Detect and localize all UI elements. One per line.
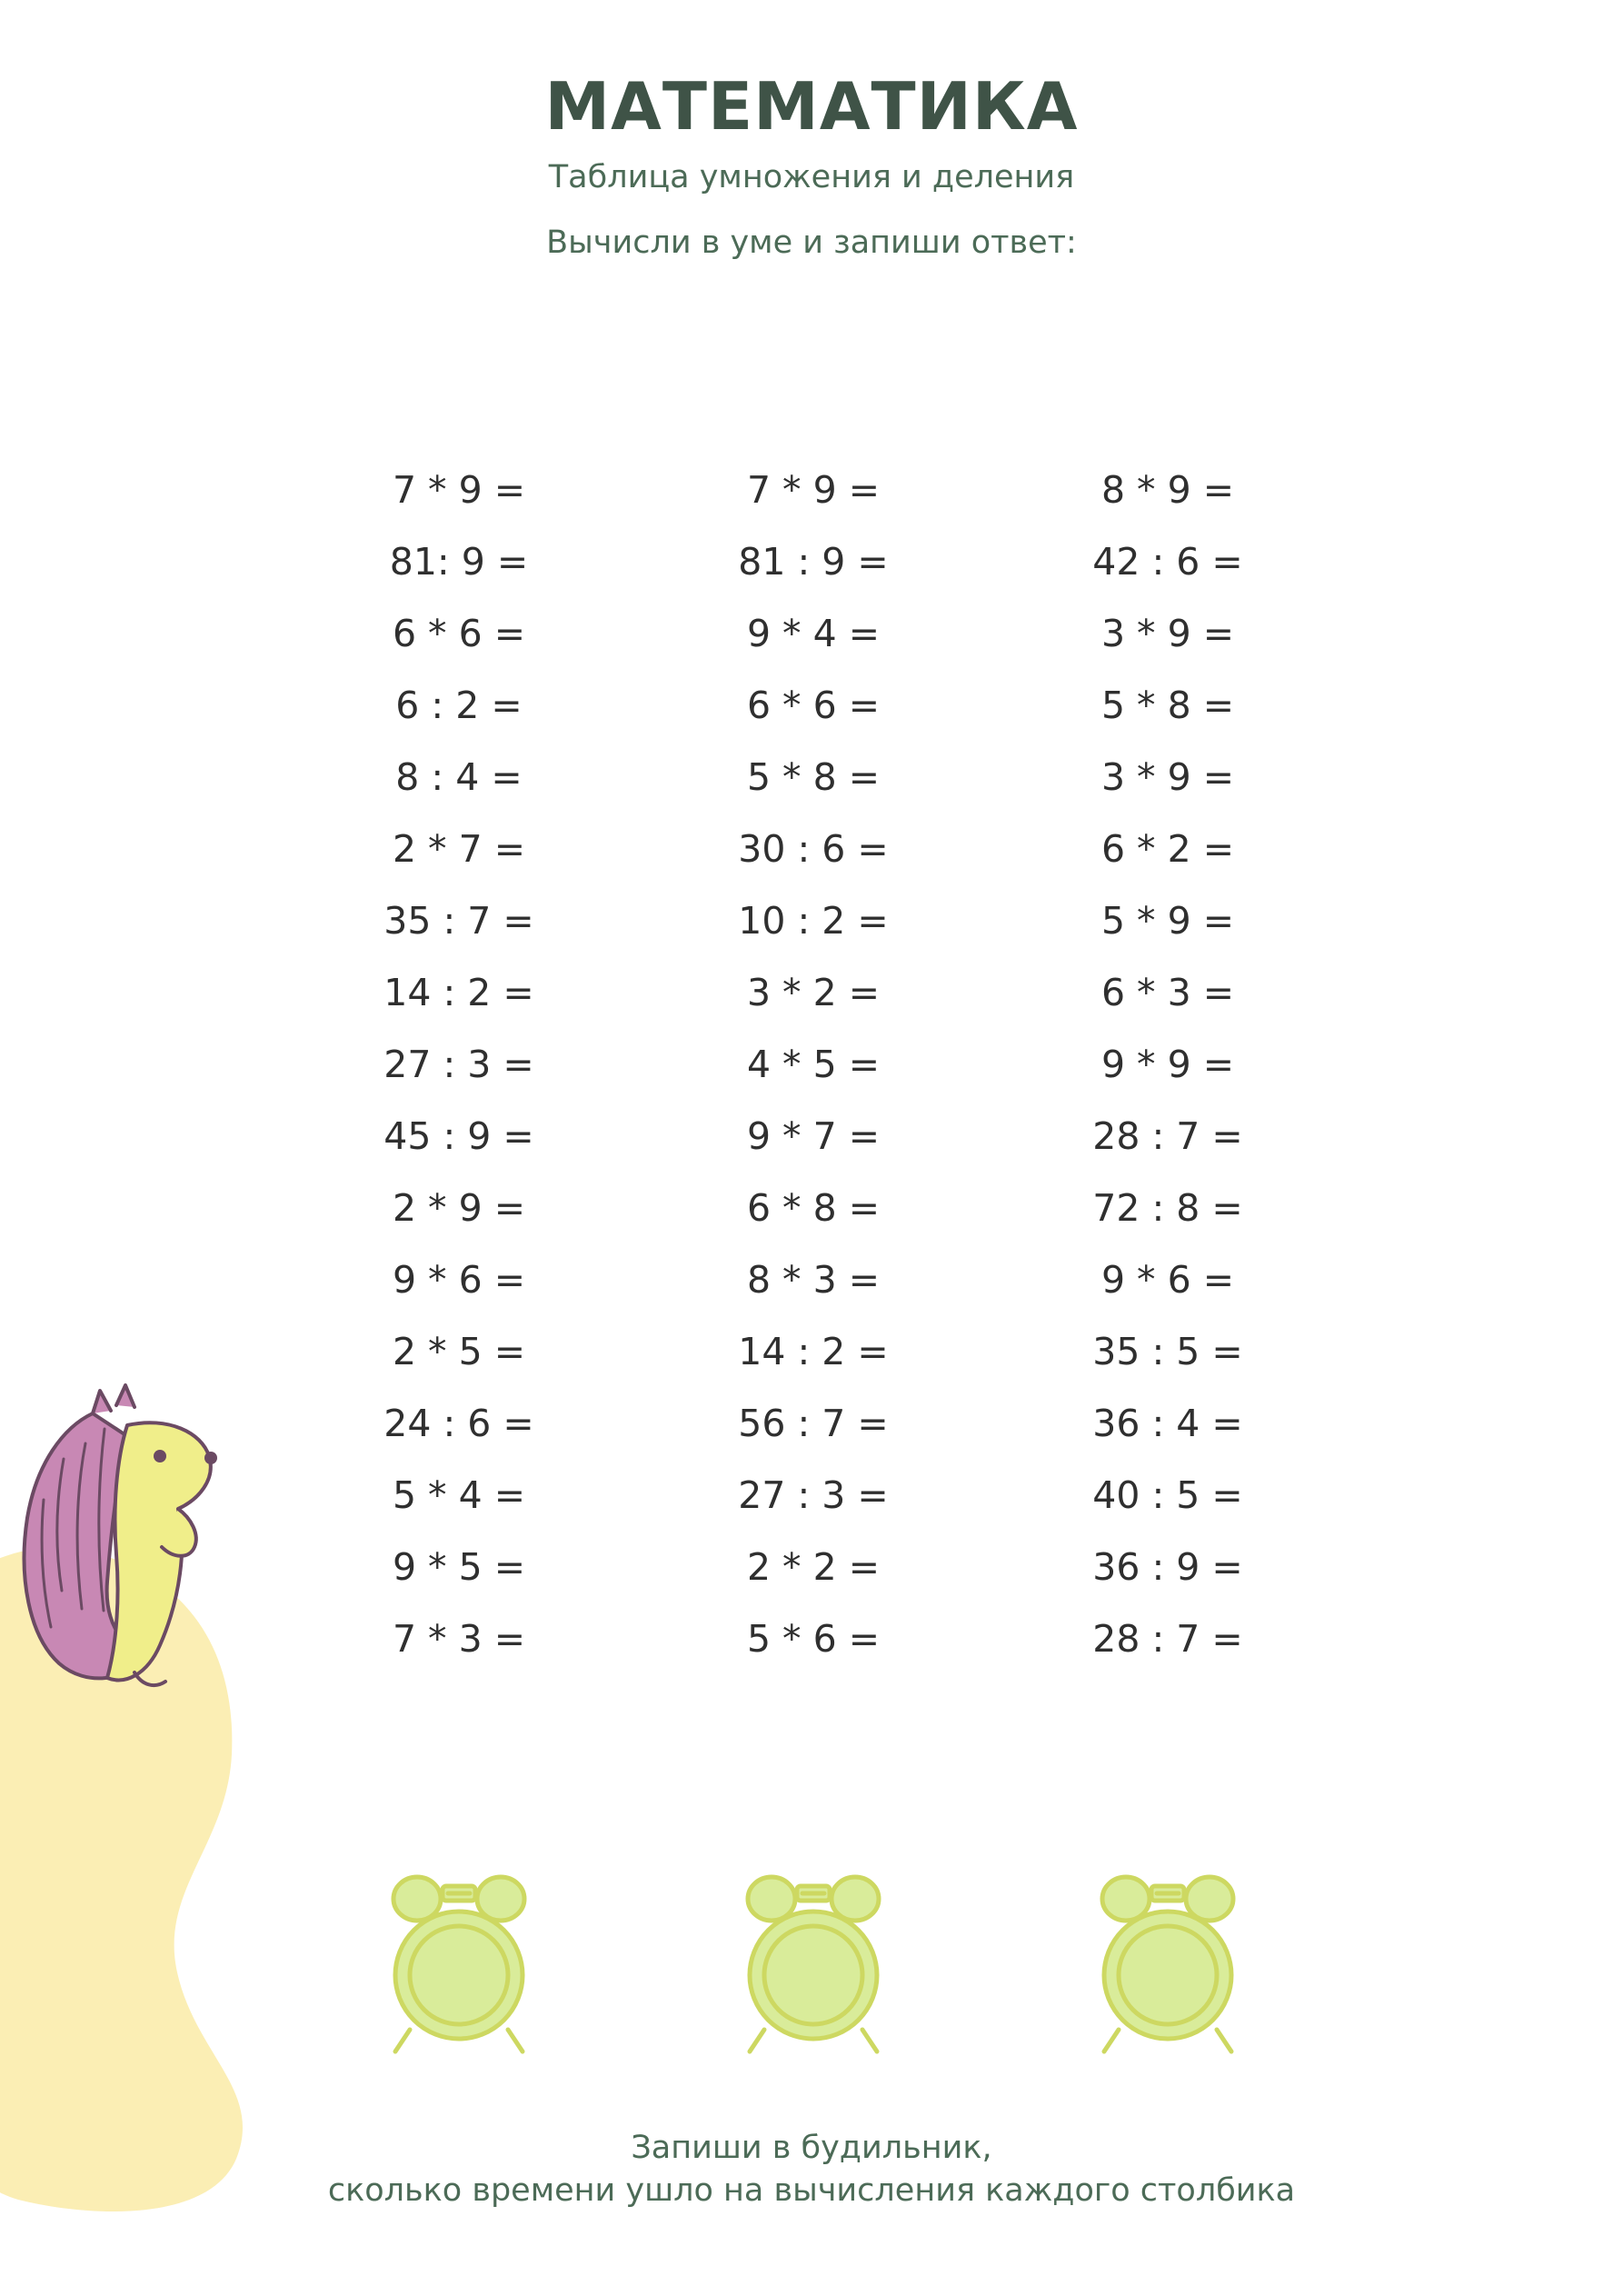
problem-item: 3 * 9 = bbox=[1100, 755, 1235, 799]
problem-item: 3 * 2 = bbox=[746, 971, 881, 1014]
problem-item: 28 : 7 = bbox=[1092, 1617, 1243, 1661]
problem-item: 5 * 4 = bbox=[392, 1473, 526, 1517]
problem-column-3 bbox=[1009, 454, 1327, 1675]
problem-item: 9 * 6 = bbox=[392, 1258, 526, 1302]
worksheet-footer bbox=[0, 2127, 1623, 2213]
problem-item: 2 * 7 = bbox=[392, 827, 526, 871]
problem-item: 35 : 5 = bbox=[1092, 1330, 1243, 1373]
problem-item: 6 : 2 = bbox=[395, 684, 523, 727]
problem-item: 2 * 2 = bbox=[746, 1545, 881, 1589]
problem-item: 45 : 9 = bbox=[383, 1114, 534, 1158]
problem-item: 6 * 6 = bbox=[392, 612, 526, 655]
footer-line-2: сколько времени ушло на вычисления каждого столбика bbox=[327, 2172, 1296, 2210]
problem-columns bbox=[300, 454, 1327, 1675]
problem-item: 2 * 9 = bbox=[392, 1186, 526, 1230]
problem-item: 81: 9 = bbox=[389, 540, 529, 584]
problem-item: 9 * 9 = bbox=[1100, 1043, 1235, 1086]
problem-item: 28 : 7 = bbox=[1092, 1114, 1243, 1158]
problem-item: 8 * 9 = bbox=[1100, 468, 1235, 512]
problem-item: 27 : 3 = bbox=[738, 1473, 889, 1517]
problem-item: 24 : 6 = bbox=[383, 1402, 534, 1445]
alarm-clock-2 bbox=[654, 1868, 972, 2059]
problem-item: 2 * 5 = bbox=[392, 1330, 526, 1373]
problem-item: 40 : 5 = bbox=[1092, 1473, 1243, 1517]
problem-item: 5 * 6 = bbox=[746, 1617, 881, 1661]
problem-item: 8 * 3 = bbox=[746, 1258, 881, 1302]
problem-item: 6 * 2 = bbox=[1100, 827, 1235, 871]
problem-item: 9 * 7 = bbox=[746, 1114, 881, 1158]
problem-item: 27 : 3 = bbox=[383, 1043, 534, 1086]
problem-item: 6 * 3 = bbox=[1100, 971, 1235, 1014]
problem-column-2 bbox=[654, 454, 972, 1675]
problem-item: 8 : 4 = bbox=[395, 755, 523, 799]
problem-item: 5 * 8 = bbox=[1100, 684, 1235, 727]
page-subtitle: Таблица умножения и деления bbox=[548, 158, 1075, 195]
problem-item: 4 * 5 = bbox=[746, 1043, 881, 1086]
problem-item: 14 : 2 = bbox=[738, 1330, 889, 1373]
problem-item: 3 * 9 = bbox=[1100, 612, 1235, 655]
problem-item: 6 * 6 = bbox=[746, 684, 881, 727]
problem-item: 9 * 4 = bbox=[746, 612, 881, 655]
problem-item: 42 : 6 = bbox=[1092, 540, 1243, 584]
page-title: МАТЕМАТИКА bbox=[544, 68, 1079, 145]
worksheet-header bbox=[0, 68, 1623, 262]
problem-column-1 bbox=[300, 454, 618, 1675]
problem-item: 7 * 3 = bbox=[392, 1617, 526, 1661]
alarm-clock-1 bbox=[300, 1868, 618, 2059]
problem-item: 14 : 2 = bbox=[383, 971, 534, 1014]
problem-item: 5 * 9 = bbox=[1100, 899, 1235, 943]
problem-item: 10 : 2 = bbox=[738, 899, 889, 943]
problem-item: 6 * 8 = bbox=[746, 1186, 881, 1230]
footer-line-1: Запиши в будильник, bbox=[631, 2130, 992, 2166]
problem-item: 72 : 8 = bbox=[1092, 1186, 1243, 1230]
alarm-clocks-row bbox=[300, 1868, 1327, 2059]
problem-item: 9 * 5 = bbox=[392, 1545, 526, 1589]
problem-item: 7 * 9 = bbox=[392, 468, 526, 512]
problem-item: 30 : 6 = bbox=[738, 827, 889, 871]
problem-item: 56 : 7 = bbox=[738, 1402, 889, 1445]
background-blob bbox=[0, 1545, 291, 2218]
problem-item: 36 : 4 = bbox=[1092, 1402, 1243, 1445]
alarm-clock-3 bbox=[1009, 1868, 1327, 2059]
hedgehog-illustration bbox=[9, 1373, 264, 1709]
problem-item: 5 * 8 = bbox=[746, 755, 881, 799]
problem-item: 35 : 7 = bbox=[383, 899, 534, 943]
problem-item: 36 : 9 = bbox=[1092, 1545, 1243, 1589]
page-instruction: Вычисли в уме и запиши ответ: bbox=[546, 224, 1077, 261]
problem-item: 81 : 9 = bbox=[738, 540, 889, 584]
problem-item: 9 * 6 = bbox=[1100, 1258, 1235, 1302]
problem-item: 7 * 9 = bbox=[746, 468, 881, 512]
